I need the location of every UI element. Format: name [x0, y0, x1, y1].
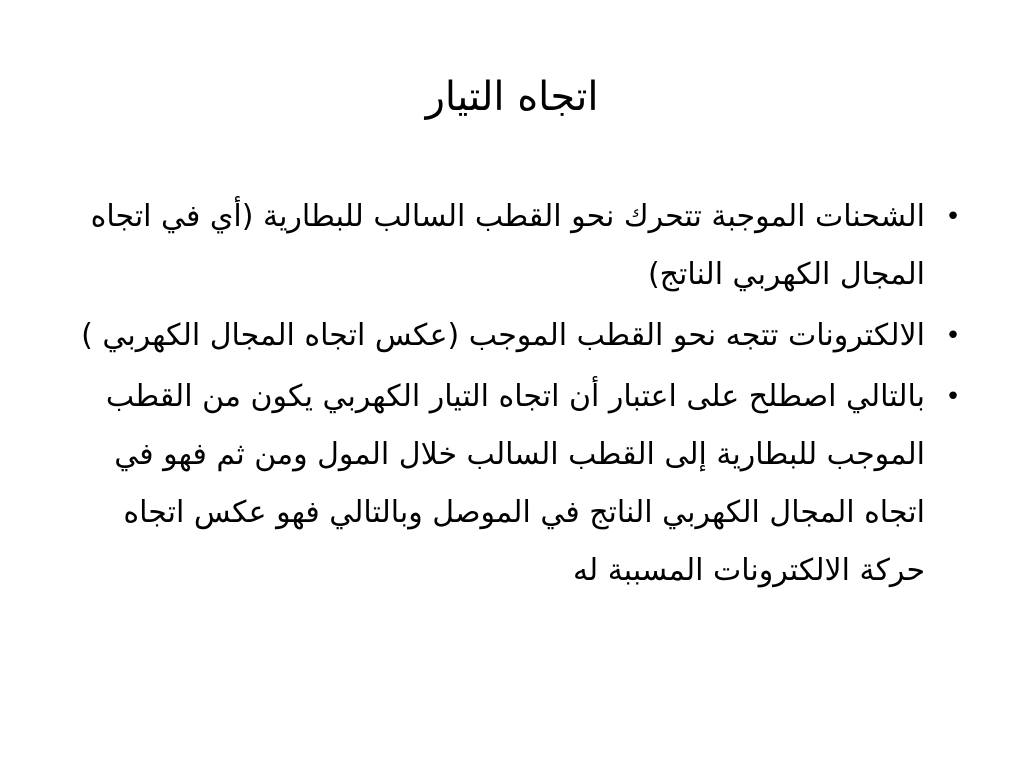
bullet-item	[80, 368, 965, 600]
bullet-list	[80, 188, 965, 603]
bullet-text: الشحنات الموجبة تتحرك نحو القطب السالب للبطارية (أي في اتجاه المجال الكهربي الناتج)	[90, 199, 925, 292]
bullet-marker: •	[945, 321, 961, 351]
slide-title: اتجاه التيار	[425, 74, 599, 120]
bullet-item	[80, 307, 965, 365]
bullet-text: الالكترونات تتجه نحو القطب الموجب (عكس اتجاه المجال الكهربي )	[81, 318, 925, 353]
bullet-item	[80, 188, 965, 304]
bullet-marker: •	[945, 202, 961, 232]
bullet-marker: •	[945, 382, 961, 412]
bullet-text: بالتالي اصطلح على اعتبار أن اتجاه التيار الكهربي يكون من القطب الموجب للبطارية إلى القطب السالب خلال المول ومن ثم فهو في اتجاه المجال الكهربي الناتج في الموصل وبالتالي فهو عكس اتجاه حركة الالكترونات المسببة له	[105, 379, 925, 588]
